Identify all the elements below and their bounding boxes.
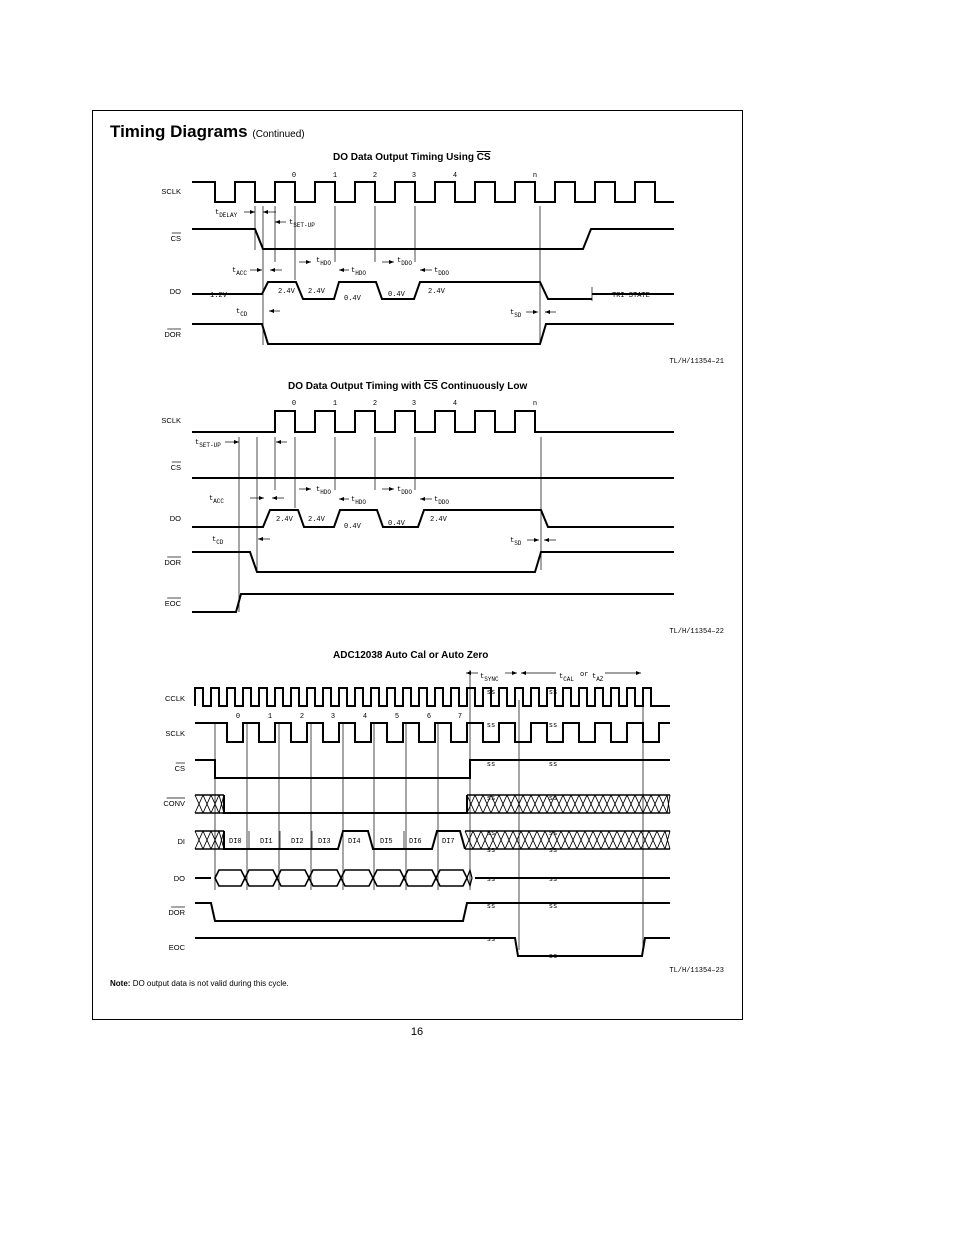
d3-label-do: DO [173,874,185,883]
d1-bit-number-3: 3 [411,172,417,180]
d3-break-0: ss [486,689,496,697]
d3-break-2: ss [486,761,496,769]
d2-t-hdo1-sub: HDO [320,489,332,496]
title-continued: (Continued) [252,129,305,140]
d1-t-sd-t: t [510,309,515,317]
d1-t-hdo2 [351,267,366,277]
d2-bit-number-0: 0 [291,400,297,408]
d3-eoc-wave [195,938,670,956]
d2-t-hdo2-t: t [351,496,356,504]
diagram2-title-cs: $\overline{CS}$ [423,381,438,392]
d2-dim-acc-a-head [259,496,264,500]
d2-bit-number-2: 2 [372,400,378,408]
d2-level-0v4-a: 0.4V [344,523,361,531]
d3-bit-number-2: 2 [299,713,305,721]
d1-level-2v4-c: 2.4V [428,288,445,296]
d3-conv-wave [224,795,467,813]
d3-break-6: ss [486,876,496,884]
d1-level-0v4-b: 0.4V [388,291,405,299]
d3-di-bit-DI6: DI6 [409,838,422,846]
d2-level-2v4-b: 2.4V [308,516,325,524]
d3-dor-wave [195,903,670,921]
d3-t-sync-sub: SYNC [484,676,499,683]
d2-t-acc [209,495,224,505]
d2-t-setup-t: t [195,439,200,447]
d1-level-2v4-b: 2.4V [308,288,325,296]
d1-level-2v4-a: 2.4V [278,288,295,296]
d3-di-bit-DI5: DI5 [380,838,393,846]
d1-t-ddo1-t: t [397,257,402,265]
d1-tristate-label: TRI-STATE [612,292,650,300]
d2-t-hdo1 [316,486,331,496]
d3-label-cs: CS [174,764,185,773]
d3-break-13: ss [548,830,558,838]
d1-t-sd [510,309,522,319]
d2-sclk-wave [192,411,674,432]
d2-level-2v4-a: 2.4V [276,516,293,524]
d3-break-7: ss [486,903,496,911]
d2-t-ddo2 [434,496,449,506]
d3-di-hatch-start [195,831,224,849]
d3-t-cal-sub: CAL [563,676,575,683]
d1-t-delay [215,209,238,219]
d3-do-bus [215,870,467,886]
d2-eoc-wave [192,594,674,612]
d2-label-cs: CS [170,463,181,472]
d1-bit-number-2: 2 [372,172,378,180]
d3-cs-wave [195,760,670,778]
d2-t-cd-t: t [212,536,217,544]
d1-t-hdo1 [316,257,331,267]
d2-level-2v4-c: 2.4V [430,516,447,524]
d1-t-acc-t: t [232,267,237,275]
d2-t-cd-sub: CD [216,539,224,546]
diagram1-title-text: DO Data Output Timing Using [333,152,477,163]
d1-dim-setup-head [275,220,280,224]
d2-bit-number-n: n [532,400,538,408]
d1-dim-sd-b-head [545,310,550,314]
d3-break-4: ss [486,830,496,838]
d2-dim-ddo2-head [420,497,425,501]
d2-level-0v4-b: 0.4V [388,520,405,528]
d1-bit-number-1: 1 [332,172,338,180]
d3-break-17: ss [548,953,558,961]
d2-t-setup-sub: SET-UP [199,442,221,449]
d3-break-14: ss [548,847,558,855]
d1-t-setup-sub: SET-UP [293,222,315,229]
d3-break-11: ss [548,761,558,769]
d3-break-5: ss [486,847,496,855]
d3-t-cal [559,673,574,683]
d3-break-10: ss [548,722,558,730]
d3-label-di: DI [177,837,185,846]
d1-dim-cd-head [269,309,274,313]
title-main: Timing Diagrams [110,122,248,141]
d1-dim-delay-a-head [250,210,255,214]
d3-break-1: ss [486,722,496,730]
d3-bit-number-3: 3 [330,713,336,721]
d2-t-setup [195,439,221,449]
d1-t-sd-sub: SD [514,312,522,319]
d1-dim-ddo2-head [420,268,425,272]
page-number: 16 [410,1026,424,1038]
d1-bit-number-0: 0 [291,172,297,180]
d3-di-hatch-end [465,831,670,849]
d1-dim-delay-b-head [263,210,268,214]
d1-t-hdo1-t: t [316,257,321,265]
diagram2-title-post: Continuously Low [437,381,528,392]
d1-t-acc [232,267,247,277]
d2-bit-number-1: 1 [332,400,338,408]
d3-break-16: ss [548,903,558,911]
d1-dim-acc-a-head [257,268,262,272]
d2-t-hdo2-sub: HDO [355,499,367,506]
d3-bit-number-0: 0 [235,713,241,721]
d2-dim-sd-b-head [544,538,549,542]
d2-dim-hdo2-head [339,497,344,501]
d2-bit-number-4: 4 [452,400,458,408]
d3-sclk-wave [195,723,670,742]
d3-di-bit-DI3: DI3 [318,838,331,846]
d2-t-ddo1-t: t [397,486,402,494]
d3-dim-cal-b-head [636,671,641,675]
diagram3-title-text: ADC12038 Auto Cal or Auto Zero [333,650,489,661]
d1-t-hdo2-t: t [351,267,356,275]
d1-t-hdo1-sub: HDO [320,260,332,267]
d2-t-acc-t: t [209,495,214,503]
d1-t-cd [236,308,248,318]
d1-level-1v2: 1.2V [210,292,227,300]
d1-t-ddo2-t: t [434,267,439,275]
d3-break-12: ss [548,795,558,803]
d1-t-ddo2-sub: DDO [438,270,450,277]
d1-t-delay-t: t [215,209,220,217]
d3-bit-number-1: 1 [267,713,273,721]
d3-t-az-sub: AZ [596,676,604,683]
d1-ref-code: TL/H/11354–21 [669,358,724,366]
d2-t-sd [510,537,522,547]
d2-dim-acc-b-head [272,496,277,500]
d2-dim-hdo1-head [306,487,311,491]
d3-break-8: ss [486,936,496,944]
d3-break-15: ss [548,876,558,884]
d1-t-delay-sub: DELAY [219,212,238,219]
d1-dim-sd-a-head [533,310,538,314]
d3-break-3: ss [486,795,496,803]
d3-bit-number-5: 5 [394,713,400,721]
d3-ref-code: TL/H/11354–23 [669,967,724,975]
d1-dim-ddo1-head [389,260,394,264]
d1-t-cd-t: t [236,308,241,316]
d2-t-sd-sub: SD [514,540,522,547]
d1-level-0v4-a: 0.4V [344,295,361,303]
d2-dim-ddo1-head [389,487,394,491]
d3-label-eoc: EOC [168,943,185,952]
d2-dim-setup-a-head [234,440,239,444]
d2-dim-setup-b-head [276,440,281,444]
d1-sclk-wave [192,182,674,202]
d1-t-ddo1-sub: DDO [401,260,413,267]
d2-t-acc-sub: ACC [213,498,225,505]
d3-label-conv: CONV [163,799,185,808]
d2-t-hdo1-t: t [316,486,321,494]
d2-dim-sd-a-head [534,538,539,542]
d3-t-sync-t: t [480,673,485,681]
d3-di-bit-DI0: DI0 [229,838,242,846]
d3-t-or: or [580,671,589,679]
diagram2-title-text: DO Data Output Timing with [288,381,424,392]
d1-cs-wave [192,229,674,249]
d2-t-ddo1 [397,486,412,496]
d1-dor-wave [192,324,674,344]
d1-bit-number-n: n [532,172,538,180]
d3-bit-number-4: 4 [362,713,368,721]
d1-t-ddo2 [434,267,449,277]
d1-label-do: DO [169,287,181,296]
d3-t-sync [480,673,499,683]
d2-dor-wave [192,552,674,572]
d3-bit-number-6: 6 [426,713,432,721]
d3-di-bit-DI4: DI4 [348,838,361,846]
d3-di-bit-DI7: DI7 [442,838,455,846]
d3-label-cclk: CCLK [164,694,185,703]
d3-cclk-wave [195,688,670,706]
d3-dim-sync-a-head [466,671,471,675]
d1-t-ddo1 [397,257,412,267]
d1-t-acc-sub: ACC [236,270,248,277]
d1-dim-hdo2-head [339,268,344,272]
d3-conv-hatch-start [195,795,224,813]
d2-label-eoc: EOC [164,599,181,608]
d3-dim-sync-b-head [512,671,517,675]
d3-break-9: ss [548,689,558,697]
d3-label-sclk: SCLK [165,729,185,738]
d1-label-sclk: SCLK [161,187,181,196]
d2-label-sclk: SCLK [161,416,181,425]
d1-t-hdo2-sub: HDO [355,270,367,277]
d3-t-az [592,673,604,683]
d2-label-dor: DOR [164,558,181,567]
d2-t-ddo1-sub: DDO [401,489,413,496]
d1-label-dor: DOR [164,330,181,339]
d1-bit-number-4: 4 [452,172,458,180]
d2-t-ddo2-sub: DDO [438,499,450,506]
note-label: Note: [110,979,131,988]
d1-label-cs: CS [170,234,181,243]
d3-di-bit-DI2: DI2 [291,838,304,846]
d2-t-sd-t: t [510,537,515,545]
d1-t-cd-sub: CD [240,311,248,318]
d1-dim-acc-b-head [270,268,275,272]
d1-dim-hdo1-head [306,260,311,264]
d2-t-ddo2-t: t [434,496,439,504]
d3-di-bit-DI1: DI1 [260,838,273,846]
d3-dim-cal-a-head [521,671,526,675]
d2-t-hdo2 [351,496,366,506]
d2-ref-code: TL/H/11354–22 [669,628,724,636]
d3-conv-hatch-end [467,795,670,813]
d1-t-setup-t: t [289,219,294,227]
d3-t-az-t: t [592,673,597,681]
d3-t-cal-t: t [559,673,564,681]
d2-dim-cd-head [258,537,263,541]
d1-t-setup [289,219,315,229]
diagram1-title-cs: $\overline{CS}$ [476,152,491,163]
note-text: DO output data is not valid during this cycle. [132,979,289,988]
d3-bit-number-7: 7 [457,713,463,721]
d2-t-cd [212,536,224,546]
d3-label-dor: DOR [168,908,185,917]
d2-label-do: DO [169,514,181,523]
d2-bit-number-3: 3 [411,400,417,408]
